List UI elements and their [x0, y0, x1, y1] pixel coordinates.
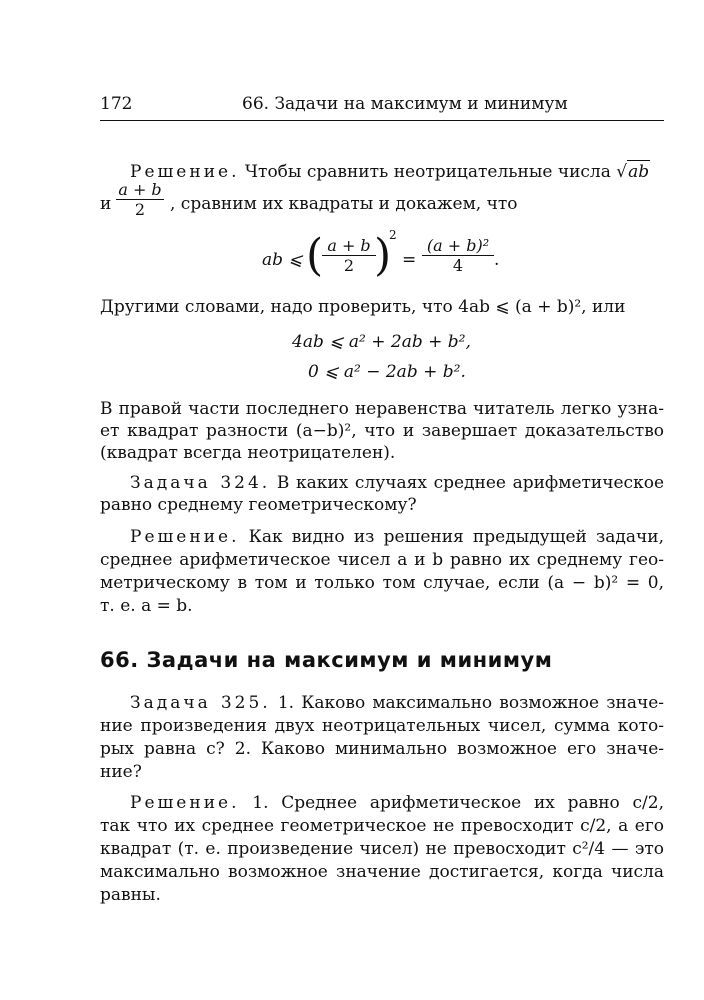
fraction-a-plus-b-over-2 [116, 180, 164, 219]
text: Как видно из решения предыдущей задачи, [248, 527, 664, 547]
eq1-lhs: ab ⩽ [262, 250, 303, 270]
page-number: 172 [100, 94, 133, 114]
text: 1. Среднее арифметическое их равно c/2, [252, 793, 665, 813]
denominator: 2 [322, 255, 376, 275]
text: Чтобы сравнить неотрицательные числа [244, 162, 611, 182]
numerator: (a + b)² [426, 236, 490, 255]
task-325-line1 [130, 692, 664, 714]
solution-324-line1 [130, 526, 664, 548]
solution-label: Решение. [130, 527, 240, 547]
text: 1. Каково максимально возможное значе- [277, 693, 664, 713]
solution-324-line2: среднее арифметическое чисел a и b равно их среднему гео- [100, 550, 664, 570]
task-324-line1 [130, 472, 664, 494]
numerator: a + b [327, 236, 371, 255]
text: В каких случаях среднее арифметическое [276, 473, 664, 493]
sqrt-expression: √ab [616, 162, 650, 182]
task-325-line4: ние? [100, 762, 142, 782]
paragraph-3-line3: (квадрат всегда неотрицателен). [100, 443, 396, 463]
solution-325-line4: максимально возможное значение достигается, когда числа [100, 862, 664, 882]
section-heading: 66. Задачи на максимум и минимум [100, 648, 553, 672]
text: , сравним их квадраты и докажем, что [170, 194, 518, 214]
task-label: Задача 325. [130, 693, 271, 713]
paragraph-2: Другими словами, надо проверить, что 4ab ⩽ (a + b)², или [100, 297, 626, 317]
paragraph-3-line2: ет квадрат разности (a−b)², что и завершает доказательство [100, 421, 664, 441]
running-title: 66. Задачи на максимум и минимум [242, 94, 568, 114]
denominator: 4 [422, 255, 494, 275]
solution-label: Решение. [130, 162, 240, 182]
period: . [494, 250, 500, 270]
task-325-line2: ние произведения двух неотрицательных чисел, сумма кото- [100, 716, 664, 736]
task-325-line3: рых равна c? 2. Каково минимально возможное его значе- [100, 739, 664, 759]
left-paren: ( [306, 230, 324, 281]
solution-325-line5: равны. [100, 885, 161, 905]
conjunction: и [100, 194, 112, 214]
task-label: Задача 324. [130, 473, 271, 493]
eq1-fraction [322, 236, 376, 275]
eq1-rhs-fraction [422, 236, 494, 275]
paragraph-3-line1: В правой части последнего неравенства читатель легко узна- [100, 399, 664, 419]
solution-label: Решение. [130, 793, 240, 813]
inequality-line-1: 4ab ⩽ a² + 2ab + b², [292, 332, 471, 352]
solution-paragraph-1 [130, 160, 664, 183]
solution-325-line3: квадрат (т. е. произведение чисел) не превосходит c²/4 — это [100, 839, 664, 859]
solution-325-line2: так что их среднее геометрическое не превосходит c/2, а его [100, 816, 664, 836]
solution-324-line4: т. е. a = b. [100, 596, 193, 616]
inequality-line-2: 0 ⩽ a² − 2ab + b². [308, 362, 466, 382]
running-header [100, 92, 664, 121]
equals: = [402, 250, 417, 270]
task-324-line2: равно среднему геометрическому? [100, 495, 417, 515]
denominator: 2 [116, 199, 164, 219]
exponent: 2 [389, 228, 397, 242]
numerator: a + b [118, 180, 162, 199]
right-paren: ) [374, 230, 392, 281]
solution-325-line1 [130, 792, 664, 814]
solution-324-line3: метрическому в том и только том случае, если (a − b)² = 0, [100, 573, 664, 593]
